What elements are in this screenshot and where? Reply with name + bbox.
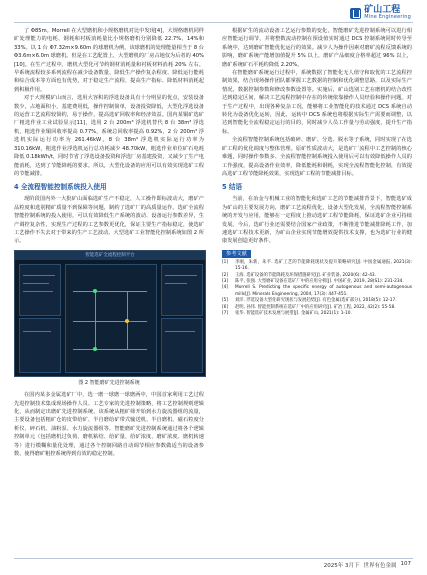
reference-item: [4] Morrell S. Predicting the specific energy of autogenous and semi-autogenous mills[J]. Minerals Engineering, 2004, 17(3): 447-451. xyxy=(222,285,412,297)
references-title: 参考文献 xyxy=(222,250,251,258)
reference-item: [2] 王海. 选矿设备的节能降耗及环保措施研究[J]. 矿业装备, 2020(6): 42-43. xyxy=(222,272,377,278)
issue-date: 2025年 3月下 xyxy=(323,563,360,569)
figure-panel xyxy=(19,264,61,316)
mine-logo-icon xyxy=(350,8,361,19)
figure-title: 智能选矿全流程控制平台 xyxy=(85,252,135,258)
panel-bar xyxy=(23,291,53,292)
paragraph: 全流程智能控制系统包括破碎、磨矿、分选、脱水等子系统，同时实现了在选矿工程的优化调度与整体管理。原矿性质波动大，是选矿厂流程中工艺控制的核心难题，同时操作参数多、全流程智能控制系统投入使用后可以有效降低操作人员的工作强度，提高设备作业效率，降低能耗和钢耗，实现全流程智能化控制，有效提高选矿工程节能降耗效果，实现选矿工程的节能减排目标。 xyxy=(222,137,412,177)
process-pipe xyxy=(95,291,96,349)
logo-cn: 矿山工程 xyxy=(364,5,401,15)
journal-name: 世界有色金属 xyxy=(363,563,397,569)
process-pipe xyxy=(73,291,147,292)
panel-bar xyxy=(165,331,195,332)
figure-control-system xyxy=(14,250,206,377)
right-column xyxy=(222,27,412,317)
figure-panel xyxy=(161,264,203,316)
panel-bar xyxy=(165,275,197,276)
references-list xyxy=(222,260,412,318)
journal-logo xyxy=(350,6,411,20)
footer-rule xyxy=(14,558,413,559)
panel-bar xyxy=(165,283,187,284)
paragraph: 了 Φ85m。Morrell 在大型磨机和小规格磨机对比中发现[4]，大规格磨机同样矿处理能力的电耗、钢耗和衬板消耗量比小规格磨机分别降低 22.7%、14%和33%。以 1 台 Φ7.32m×9.60m 的球磨机为例，该球磨机的处理能量相当于 8 台 Φ3.6m×6.0m 球磨机。但是在工艺配置上，大型磨机的厂房占地仅为后者的 40%[10]。在生产过程中，磨机大型化可节约钢材消耗量和衬板材料消耗 20% 左右。早系统流程较多系列流程在减少设备数量、降低生产操作复杂程度、降低运行能耗和综合成本等方面也有优势，对于稳定生产流程、提高生产指标、降低材料消耗起到积极作用。 xyxy=(14,28,204,93)
status-indicator-icon xyxy=(125,319,129,323)
paragraph: 根据矿生的流动设备工艺运行参数的变化，智能磨矿先进控制系统可以进行相应智能运行调节，并将整数流动控制在预设值实时通过 DCS 控制系统同时传导至系统中，达到磨矿智能优化运行的效果。减少人为操作因素对磨矿流程反馈系统的影响，磨矿系统产能增加值提升 5% 以上，磨矿产品细度合格率超过 96% 以上，磨矿系统矿石平耗约降低 2.20%。 xyxy=(222,28,412,68)
reference-item: [5] 刘洋. 浮选设备大型化研究现状与发展趋势[J]. 有色金属(选矿部分), 2018(5): 12-17. xyxy=(222,298,397,304)
reference-item: [6] 赵明, 孙伟. 智能控制系统在选矿厂中的应用研究[J]. 矿冶工程, 2022, 42(2): 55-58. xyxy=(222,304,396,310)
left-column xyxy=(14,27,204,458)
page-number: 107 xyxy=(400,561,411,567)
reference-item: [7] 张华. 智能选矿技术发展与展望[J]. 金属矿山, 2021(1): 1-10. xyxy=(222,311,352,316)
figure-panel xyxy=(161,318,203,373)
figure-panel xyxy=(19,318,61,373)
section-heading: 5 结语 xyxy=(222,183,243,192)
process-pipe xyxy=(73,321,147,322)
status-indicator-icon xyxy=(93,289,97,293)
header-rule xyxy=(14,22,413,23)
panel-bar xyxy=(23,275,55,276)
paragraph: 当前，在冶金与机械工业的智能化和选矿工艺的节能减排背景下，智能选矿成为矿山的主要发展方向，磨矿工艺流程优化，设备大型化发展，全流程智能控制系统的开发与应用，能够在一定程度上推动选矿工程节能降耗，保证选矿企业可持续发展。今后，选矿行业还需要结合国家产业政策，不断推进节能减排降耗工作，加速选矿工程技术更新，为矿山企业实现节能增效提供技术支撑，也为选矿行业的健康发展创造更好条件。 xyxy=(222,196,412,245)
logo-en: Mine Engineering xyxy=(364,14,411,20)
section-heading: 4 全流程智能控制系统投入使用 xyxy=(14,183,107,192)
panel-bar xyxy=(23,283,49,284)
figure-caption: 图 2 智能磨矿先进控制系统 xyxy=(78,379,140,386)
panel-bar xyxy=(23,331,51,332)
reference-item: [3] 陈平, 张强. 大型磨矿设备在选矿厂中的应用分析[J]. 中国矿业, 2019, 28(S1): 231-234. xyxy=(222,278,404,284)
status-indicator-icon xyxy=(93,347,97,351)
paragraph: 在国内某多金属选矿厂中，选一磨一球磨一球磨两中，中国首家利用工艺过程先进控制技术集成现场操作人员、工艺专家的先进控制策略，将工艺控制规则逻辑化，从而制定出磨矿先进控制系统，该系统从粗矿筛开始到水力旋流器组的流量，主要设备包括粗矿仓的皮带给矿、半自磨给矿带式输送机、半自磨机、磁石粒度分析仪、碎石机、油粉泵、水力旋流器组等。智能磨矿先进控制系统通过将各个逻辑控制单元（包括磨机过负荷、磨机粘结、给矿量、给矿浓度、磨矿浓度、磨机转速等）进行模糊和量化处理，通过各个控制回路自动调节相应参数做适当的设备参数，使得磨矿粗控系统得到有效的稳定控制。 xyxy=(14,392,204,457)
paragraph: 现阶段国内外一大批矿山面临选矿生产不稳定，人工操作即标波动大，磨矿产品粒度和选别精矿质量不到保障等问题，制约了选矿厂的高质量运作。选矿全流程智能控制系统的投入使用，可以有效降低生产系统的波动、设备运行参数差异，生产调控复杂性，实现生产过程的工艺参数更优化，保证主要生产指标稳定，使选矿工艺操作不失去对于带来的生产工艺波动。大型选矿工业智能化控制系统如图 2 所示。 xyxy=(14,196,204,245)
reference-item: [1] 李刚，朱新，朱平. 选矿工艺的节能降耗现状及提升策略研究[J]. 中国金属通报, 2021(3): 15-16. xyxy=(222,259,412,272)
paragraph: 在智能磨矿系统运行过程中，系统数据了智能化无人值守和取优的工艺流程控制效果，结合现场操作团队都掌握工艺数据的控制和优化调整思路，以及实际生产情况，数据控制参数和修改参数设置等。实施后，矿山选别工艺在磨机的结合改性达到稳定区间，解决工艺流程控制中存在的传统依靠操作人员经验和操作问题。对于生产过程中，出现各种复杂工况，能够将工业智能化的技术通过 DCS 系统自动转化为设备优化运转，因此，运转中 DCS 系统也将根据实际生产需要而调整，以达到智能化全流程稳定运行的目的，同时减少人员工作量与劳动强度，提升生产指标。 xyxy=(222,70,412,135)
process-pipe xyxy=(73,349,147,350)
figure-process-area xyxy=(65,264,157,373)
page-footer xyxy=(324,561,411,569)
paragraph: 对于大规模矿山而言，选用大容积的浮选设备具有十分明显的优点，安装设备数少，占地面积小，基建费用低，操作控制简单，设备投资降低，大型化浮选设备的运营工艺流程较简约，易于操作，提高选矿回收率和经济效益。国内某铜矿选矿厂粗选作业工业试验显示[11]，选用 2 台 200m³ 浮选机替代 8 台 38m³ 浮选机，粗选作业铜回收率提高 0.77%，系统总回收率提高 0.92%，2 台 200m³ 浮选机实际运行功率为 261.46kW，8 台 38m³ 浮选机实际运行功率为 310.16kW，粗选作业浮选机运行总功耗减少 48.70kW，粗选作业单位矿石电耗降低 0.18kWh/t，同时节省了浮选设备投资和浮选厂房基建投资，又减少了生产电能消耗，达到了节能降耗的要求。所以，大型化设备的应用可以有效实现选矿工程的节能减排。 xyxy=(14,95,204,177)
